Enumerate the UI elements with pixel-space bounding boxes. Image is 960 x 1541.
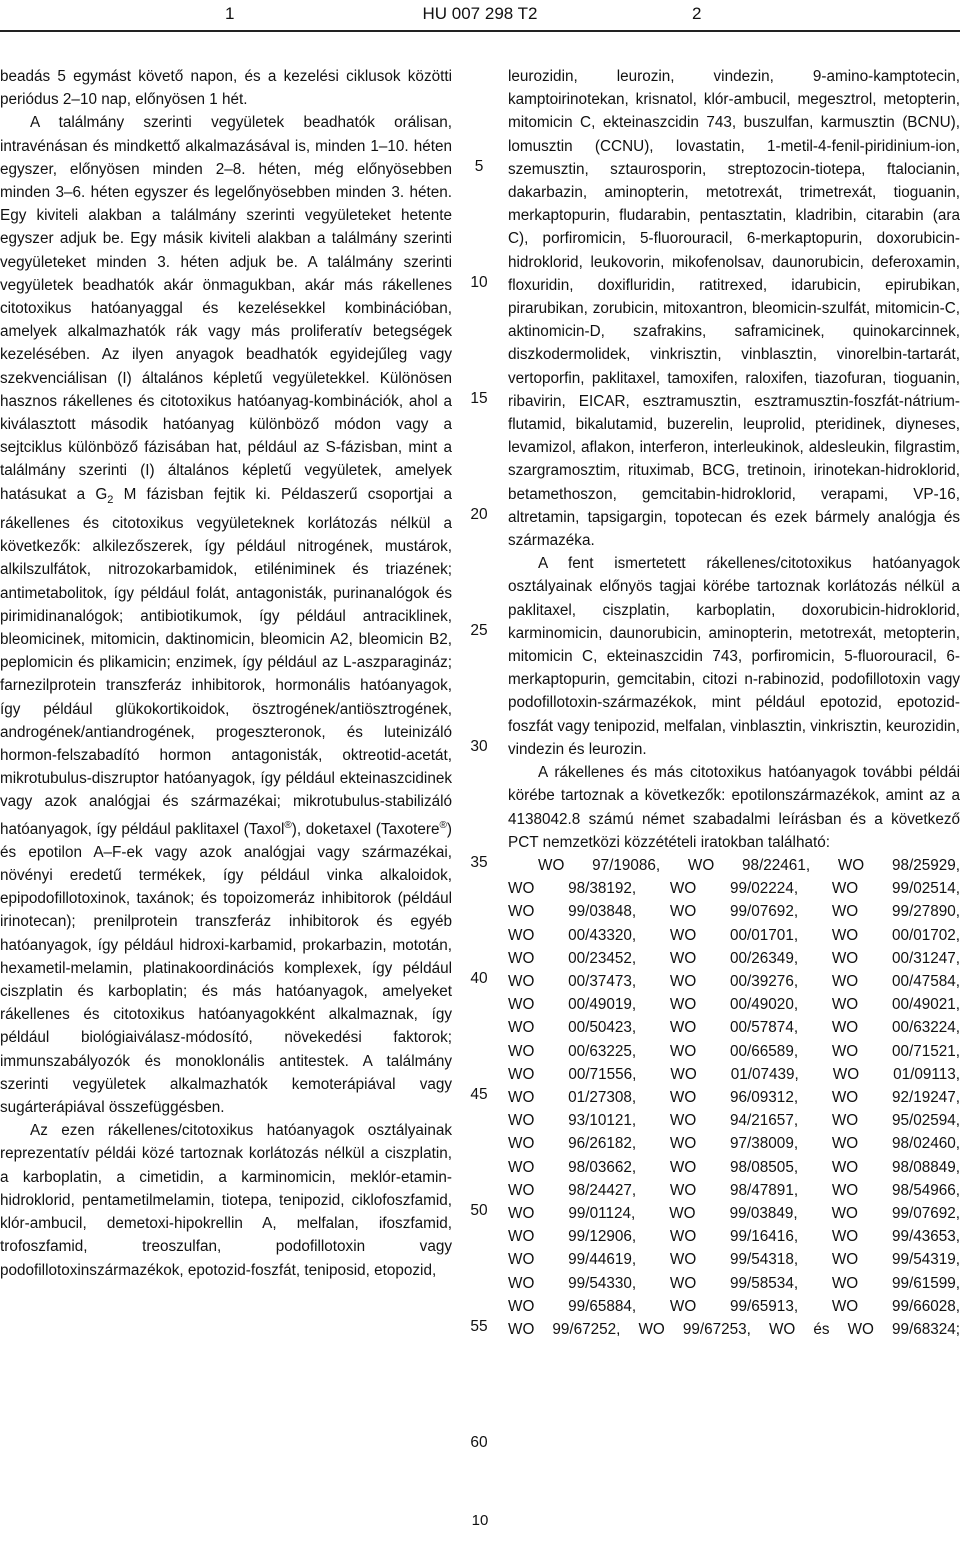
wo-line: WO 98/24427, WO 98/47891, WO 98/54966,	[508, 1181, 960, 1199]
left-page-number: 1	[225, 4, 235, 23]
wo-line: WO 00/43320, WO 00/01701, WO 00/01702,	[508, 926, 960, 944]
right-column	[508, 65, 960, 1341]
wo-line: WO 99/01124, WO 99/03849, WO 99/07692,	[508, 1204, 960, 1222]
wo-line: WO 96/26182, WO 97/38009, WO 98/02460,	[508, 1135, 960, 1153]
wo-line: WO 00/37473, WO 00/39276, WO 00/47584,	[508, 972, 960, 990]
wo-line: WO 98/03662, WO 98/08505, WO 98/08849,	[508, 1158, 960, 1176]
wo-line: WO 99/12906, WO 99/16416, WO 99/43653,	[508, 1228, 960, 1246]
line-number-30: 30	[470, 738, 488, 755]
left-paragraph-2	[0, 111, 452, 1119]
line-number-20: 20	[470, 506, 488, 523]
line-number-15: 15	[470, 390, 488, 407]
line-number-5: 5	[474, 158, 484, 175]
line-number-45: 45	[470, 1086, 488, 1103]
wo-line: WO 93/10121, WO 94/21657, WO 95/02594,	[508, 1112, 960, 1130]
left-paragraph-1: beadás 5 egymást követő napon, és a kezelési ciklusok közötti periódus 2–10 nap, előnyösen 1 hét.	[0, 68, 452, 109]
wo-line: WO 99/03848, WO 99/07692, WO 99/27890,	[508, 903, 960, 921]
wo-line: WO 97/19086, WO 98/22461, WO 98/25929,	[538, 856, 960, 874]
wo-line: WO 00/63225, WO 00/66589, WO 00/71521,	[508, 1042, 960, 1060]
right-page-number: 2	[692, 4, 702, 23]
wo-line: WO 01/27308, WO 96/09312, WO 92/19247,	[508, 1088, 960, 1106]
left-paragraph-2-cont: M fázisban fejtik ki. Példaszerű csoportjai a rákellenes és citotoxikus vegyületeknek korlátozás nélkül a következők: alkilezőszerek, így például nitrogének, mustárok, alkilszulfátok, nitrozokarbamidok, etiléniminek és triazének; antimetabolitok, így például folát, antagonisták, purinanalógok és pirimidinanalógok; antibiotikumok, így például antraciklinek, bleomicinek, mitomicin, daktinomicin, bleomicin A2, bleomicin B2, peplomicin és plikamicin; enzimek, így például az L-aszparagináz; farnezilprotein transzferáz inhibitorok, hormonális hatóanyagok, így például glükokortikoidok, ösztrogének/antiösztrogének, androgének/antiandrogének, progeszteronok, és luteinizáló hormon-felszabadító hormon antagonisták, oktreotid-acetát, mikrotubulus-diszruptor hatóanyagok, így például ekteinaszcidinek vagy azok analógjai és származékai; mikrotubulus-stabilizáló hatóanyagok, így például paklitaxel (Taxol	[0, 485, 452, 838]
right-paragraph-3: A rákellenes és más citotoxikus hatóanyagok további példái körébe tartoznak a következők: epotilonszármazékok, amint az a 4138042.8 számú német szabadalmi leírásban és a következő PCT nemzetközi közzétételi iratokban található:	[508, 764, 960, 851]
wo-line: WO 99/67252, WO 99/67253, WO és WO 99/68324;	[508, 1320, 960, 1338]
left-paragraph-2-text: A találmány szerinti vegyületek beadhatók orálisan, intravénásan és mindkettő alkalmazásával is, minden 1–10. héten egyszer, előnyösen minden 2–8. héten, még előnyösebben minden 3–6. héten egyszer és legelőnyösebben minden 3. héten. Egy kiviteli alakban a találmány szerinti vegyületeket hetente egyszer adjuk be. Egy másik kiviteli alakban a találmány szerinti vegyületeket minden 3. héten adjuk be. A találmány szerinti vegyületek beadhatók akár önmagukban, akár más rákellenes citotoxikus hatóanyaggal és kezelésekkel kombinációban, amelyek alkalmazhatók rák vagy más proliferatív betegségek kezelésében. Az ilyen anyagok beadhatók egyidejűleg vagy szekvenciálisan (I) általános képletű vegyületekkel. Különösen hasznos rákellenes és citotoxikus hatóanyag-kombinációk, ahol a kiválasztott második hatóanyag különböző módon vagy a sejtciklus különböző fázisában hat, például az S-fázisban, mint a találmány szerinti (I) általános képletű vegyületek, amelyek hatásukat a G	[0, 114, 452, 503]
wo-line: WO 00/49019, WO 00/49020, WO 00/49021,	[508, 996, 960, 1014]
header-rule	[0, 30, 960, 32]
line-number-10: 10	[470, 274, 488, 291]
wo-line: WO 98/38192, WO 99/02224, WO 99/02514,	[508, 880, 960, 898]
line-number-35: 35	[470, 854, 488, 871]
g2-subscript: 2	[107, 493, 114, 506]
wo-line: WO 00/71556, WO 01/07439, WO 01/09113,	[508, 1065, 960, 1083]
wo-line: WO 00/50423, WO 00/57874, WO 00/63224,	[508, 1019, 960, 1037]
right-paragraph-2: A fent ismertetett rákellenes/citotoxikus hatóanyagok osztályainak előnyös tagjai körébe tartoznak korlátozás nélkül a paklitaxel, ciszplatin, karboplatin, doxorubicin-hidroklorid, karminomicin, daunorubicin, aminopterin, metotrexát, metopterin, mitomicin C, ekteinaszcidin 743, porfiromicin, 5-fluorouracil, 6-merkaptopurin, gemcitabin, citozi n-rabinozid, podofillotoxin vagy podofillotoxin-származékok, mint például epotozid, epotozid-foszfát vagy tenipozid, melfalan, vinblasztin, vinkrisztin, keurozidin, vindezin és leurozin.	[508, 555, 960, 758]
left-paragraph-3: Az ezen rákellenes/citotoxikus hatóanyagok osztályainak reprezentatív példái közé tartoznak korlátozás nélkül a ciszplatin, a karboplatin, a cimetidin, a karminomicin, meklór-etamin-hidroklorid, pentametilmelamin, tiotepa, tenipozid, ciklofoszfamid, klór-ambucil, demetoxi-hipokrellin A, melfalan, ifoszfamid, trofoszfamid, treoszulfan, podofillotoxin vagy podofillotoxinszármazékok, epotozid-foszfát, teniposid, etopozid,	[0, 1122, 452, 1279]
wo-line: WO 99/54330, WO 99/58534, WO 99/61599,	[508, 1274, 960, 1292]
registered-mark-taxotere: ®	[439, 819, 447, 831]
right-paragraph-1: leurozidin, leurozin, vindezin, 9-amino-kamptotecin, kamptoirinotekan, krisnatol, klór-ambucil, megesztrol, metopterin, mitomicin C, ekteinaszcidin 743, buszulfan, karmusztin (BCNU), lomusztin (CCNU), lovastatin, 1-metil-4-fenil-piridinium-ion, szemusztin, sztaurosporin, streptozocin-tiotepa, ftalocianin, dakarbazin, aminopterin, metotrexát, trimetrexát, tioguanin, merkaptopurin, fludarabin, pentasztatin, kladribin, citarabin (ara C), porfiromicin, 5-fluorouracil, 6-merkaptopurin, doxorubicin-hidroklorid, leukovorin, mikofenolsav, daunorubicin, deferoxamin, floxuridin, doxifluridin, ratitrexed, idarubicin, epirubikan, pirarubikan, zorubicin, mitoxantron, bleomicin-szulfát, mitomicin-C, aktinomicin-D, szafrakins, saframicinek, quinokarcinnek, diszkodermolidek, vinkrisztin, vinblasztin, vinorelbin-tartarát, vertoporfin, paklitaxel, tamoxifen, raloxifen, tiazofuran, tioguanin, ribavirin, EICAR, esztramusztin, esztramusztin-foszfát-nátrium-flutamid, bikalutamid, buzerelin, leuprolid, pteridinek, diyneses, levamizol, aflakon, interferon, interleukinok, aldesleukin, filgrastim, szargramosztim, rituximab, BCG, tretinoin, irinotekan-hidroklorid, betamethoszon, gemcitabin-hidroklorid, verapami, VP-16, altretamin, tapsigargin, topotecan és ezek bármely analógja és származéka.	[508, 68, 960, 550]
patent-number: HU 007 298 T2	[422, 4, 538, 23]
left-paragraph-2-cont2: ), doketaxel (Taxotere	[291, 820, 440, 838]
page-footer-number: 10	[471, 1512, 489, 1529]
wo-line: WO 00/23452, WO 00/26349, WO 00/31247,	[508, 949, 960, 967]
line-number-25: 25	[470, 622, 488, 639]
line-number-55: 55	[470, 1318, 488, 1335]
line-number-40: 40	[470, 970, 488, 987]
wo-line: WO 99/44619, WO 99/54318, WO 99/54319,	[508, 1251, 960, 1269]
line-number-50: 50	[470, 1202, 488, 1219]
line-number-60: 60	[470, 1434, 488, 1451]
wo-reference-list	[508, 854, 960, 1341]
registered-mark-taxol: ®	[284, 819, 292, 831]
left-paragraph-2-cont3: ) és epotilon A–F-ek vagy azok analógjai vagy származékai, növényi eredetű termékek, így például vinka alkaloidok, epipodofillotoxinok, taxánok; és topoizomeráz inhibitorok (például irinotecan); prenilprotein transzferáz inhibitorok és egyéb hatóanyagok, így például hidroxi-karbamid, prokarbazin, mototán, hexametil-melamin, platinakoordinációs komplexek, így például ciszplatin és karboplatin; és más hatóanyagok, amelyeket rákellenes és citotoxikus hatóanyagokként alkalmaznak, így például biológiaiválasz-módosító, növekedési faktorok; immunszabályozók és monoklonális antitestek. A találmány szerinti vegyületek alkalmazhatók kemoterápiával vagy sugárterápiával összefüggésben.	[0, 820, 452, 1117]
wo-line: WO 99/65884, WO 99/65913, WO 99/66028,	[508, 1297, 960, 1315]
left-column	[0, 65, 452, 1282]
